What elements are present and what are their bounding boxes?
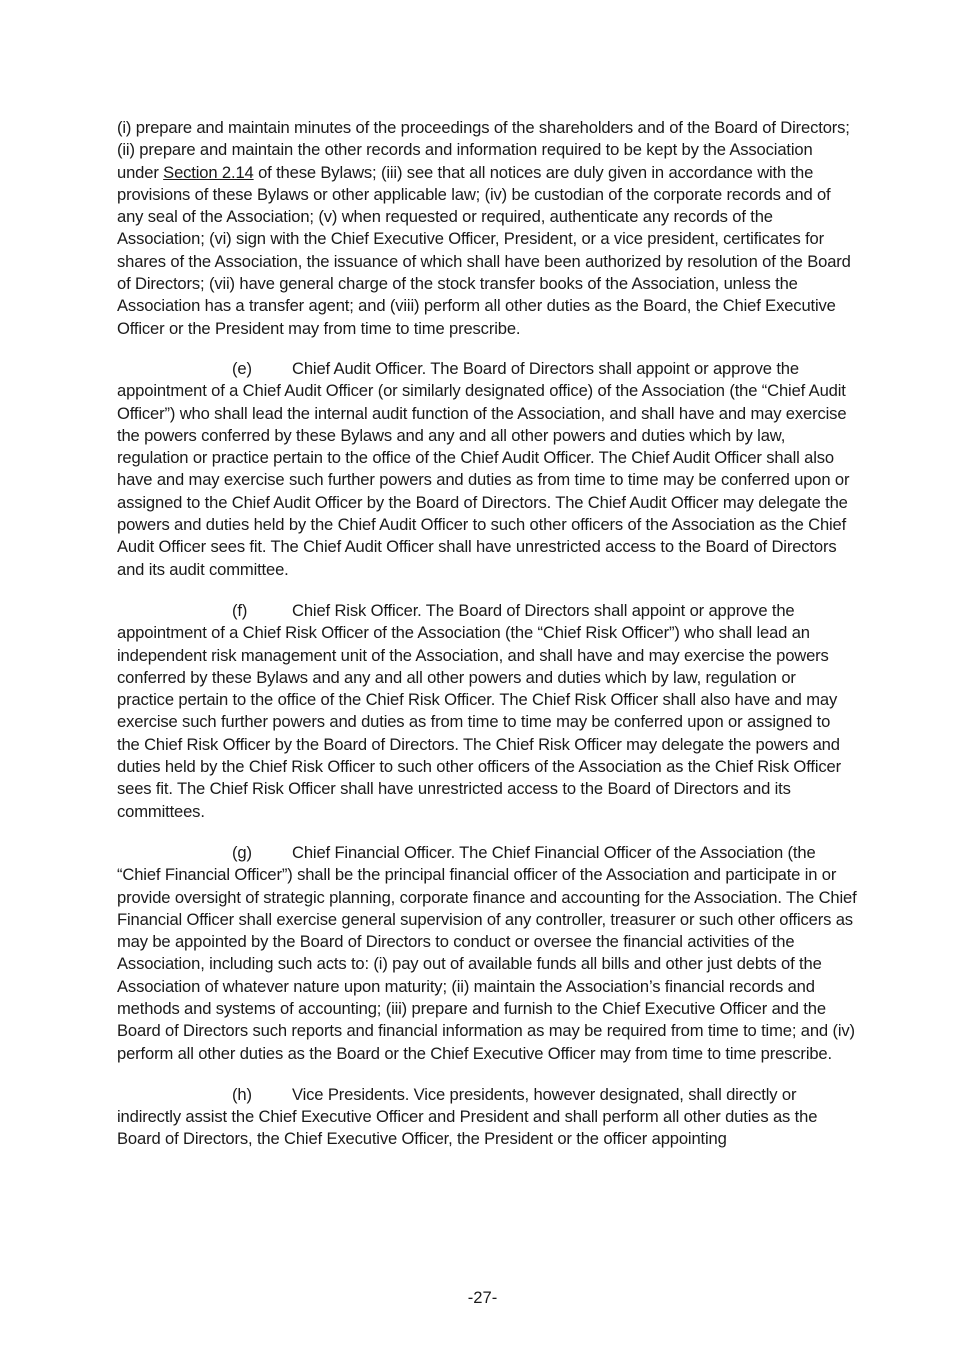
paragraph-text: Chief Financial Officer. The Chief Financial Officer of the Association (the “Chief Financial Officer”) shall be the principal financial officer of the Association and participate in or provide oversight of strategic planning, corporate finance and accounting for the Association. The Chief Financial Officer shall exercise general supervision of any controller, treasurer or such other officers as may be appointed by the Board of Directors to conduct or oversee the financial activities of the Association, including such acts to: (i) pay out of available funds all bills and other just debts of the Association of whatever nature upon maturity; (ii) maintain the Association’s financial records and methods and systems of accounting; (iii) prepare and furnish to the Chief Executive Officer and the Board of Directors such reports and financial information as may be required from time to time; and (iv) perform all other duties as the Board or the Chief Executive Officer may from time to time prescribe. <box>117 842 857 1063</box>
paragraph-secretary-continued <box>117 117 857 340</box>
paragraph-chief-audit-officer <box>117 358 857 581</box>
paragraph-text: of these Bylaws; (iii) see that all notices are duly given in accordance with the provisions of these Bylaws or other applicable law; (iv) be custodian of the corporate records and of any seal of the Association; (v) when requested or required, authenticate any records of the Association; (vi) sign with the Chief Executive Officer, President, or a vice president, certificates for shares of the Association, the issuance of which shall have been authorized by resolution of the Board of Directors; (vii) have general charge of the stock transfer books of the Association, unless the Association has a transfer agent; and (viii) perform all other duties as the Board, the Chief Executive Officer or the President may from time to time prescribe. <box>117 162 851 338</box>
paragraph-label: (f) <box>232 600 248 620</box>
section-reference-link[interactable]: Section 2.14 <box>163 162 254 182</box>
paragraph-label: (h) <box>232 1084 252 1104</box>
paragraph-chief-financial-officer <box>117 842 857 1065</box>
paragraph-text: Vice Presidents. Vice presidents, however designated, shall directly or indirectly assist the Chief Executive Officer and President and shall perform all other duties as the Board of Directors, the Chief Executive Officer, the President or the officer appointing <box>117 1084 818 1149</box>
paragraph-text: Chief Audit Officer. The Board of Directors shall appoint or approve the appointment of a Chief Audit Officer (or similarly designated office) of the Association (the “Chief Audit Officer”) who shall lead the internal audit function of the Association, and shall have and may exercise the powers conferred by these Bylaws and any and all other powers and duties which by law, regulation or practice pertain to the office of the Chief Audit Officer. The Chief Audit Officer shall also have and may exercise such further powers and duties as from time to time may be conferred upon or assigned to the Chief Audit Officer by the Board of Directors. The Chief Audit Officer may delegate the powers and duties held by the Chief Audit Officer to such other officers of the Association as the Chief Audit Officer sees fit. The Chief Audit Officer shall have unrestricted access to the Board of Directors and its audit committee. <box>117 358 850 579</box>
paragraph-chief-risk-officer <box>117 600 857 823</box>
paragraph-text: (i) prepare and maintain minutes of the proceedings of the shareholders and of the Board of Directors; (ii) prepare and maintain the other records and information required to be kept by the Association under <box>117 118 850 182</box>
document-body <box>117 117 857 1170</box>
paragraph-vice-presidents <box>117 1084 857 1151</box>
paragraph-text: Chief Risk Officer. The Board of Directors shall appoint or approve the appointment of a Chief Risk Officer of the Association (the “Chief Risk Officer”) who shall lead an independent risk management unit of the Association, and shall have and may exercise the powers conferred by these Bylaws and any and all other powers and duties which by law, regulation or practice pertain to the office of the Chief Risk Officer. The Chief Risk Officer shall also have and may exercise such further powers and duties as from time to time may be conferred upon or assigned to the Chief Risk Officer by the Board of Directors. The Chief Risk Officer may delegate the powers and duties held by the Chief Risk Officer to such other officers of the Association as the Chief Risk Officer sees fit. The Chief Risk Officer shall have unrestricted access to the Board of Directors and its committees. <box>117 600 841 821</box>
paragraph-label: (e) <box>232 358 252 378</box>
page-number: -27- <box>467 1288 498 1307</box>
paragraph-label: (g) <box>232 842 252 862</box>
